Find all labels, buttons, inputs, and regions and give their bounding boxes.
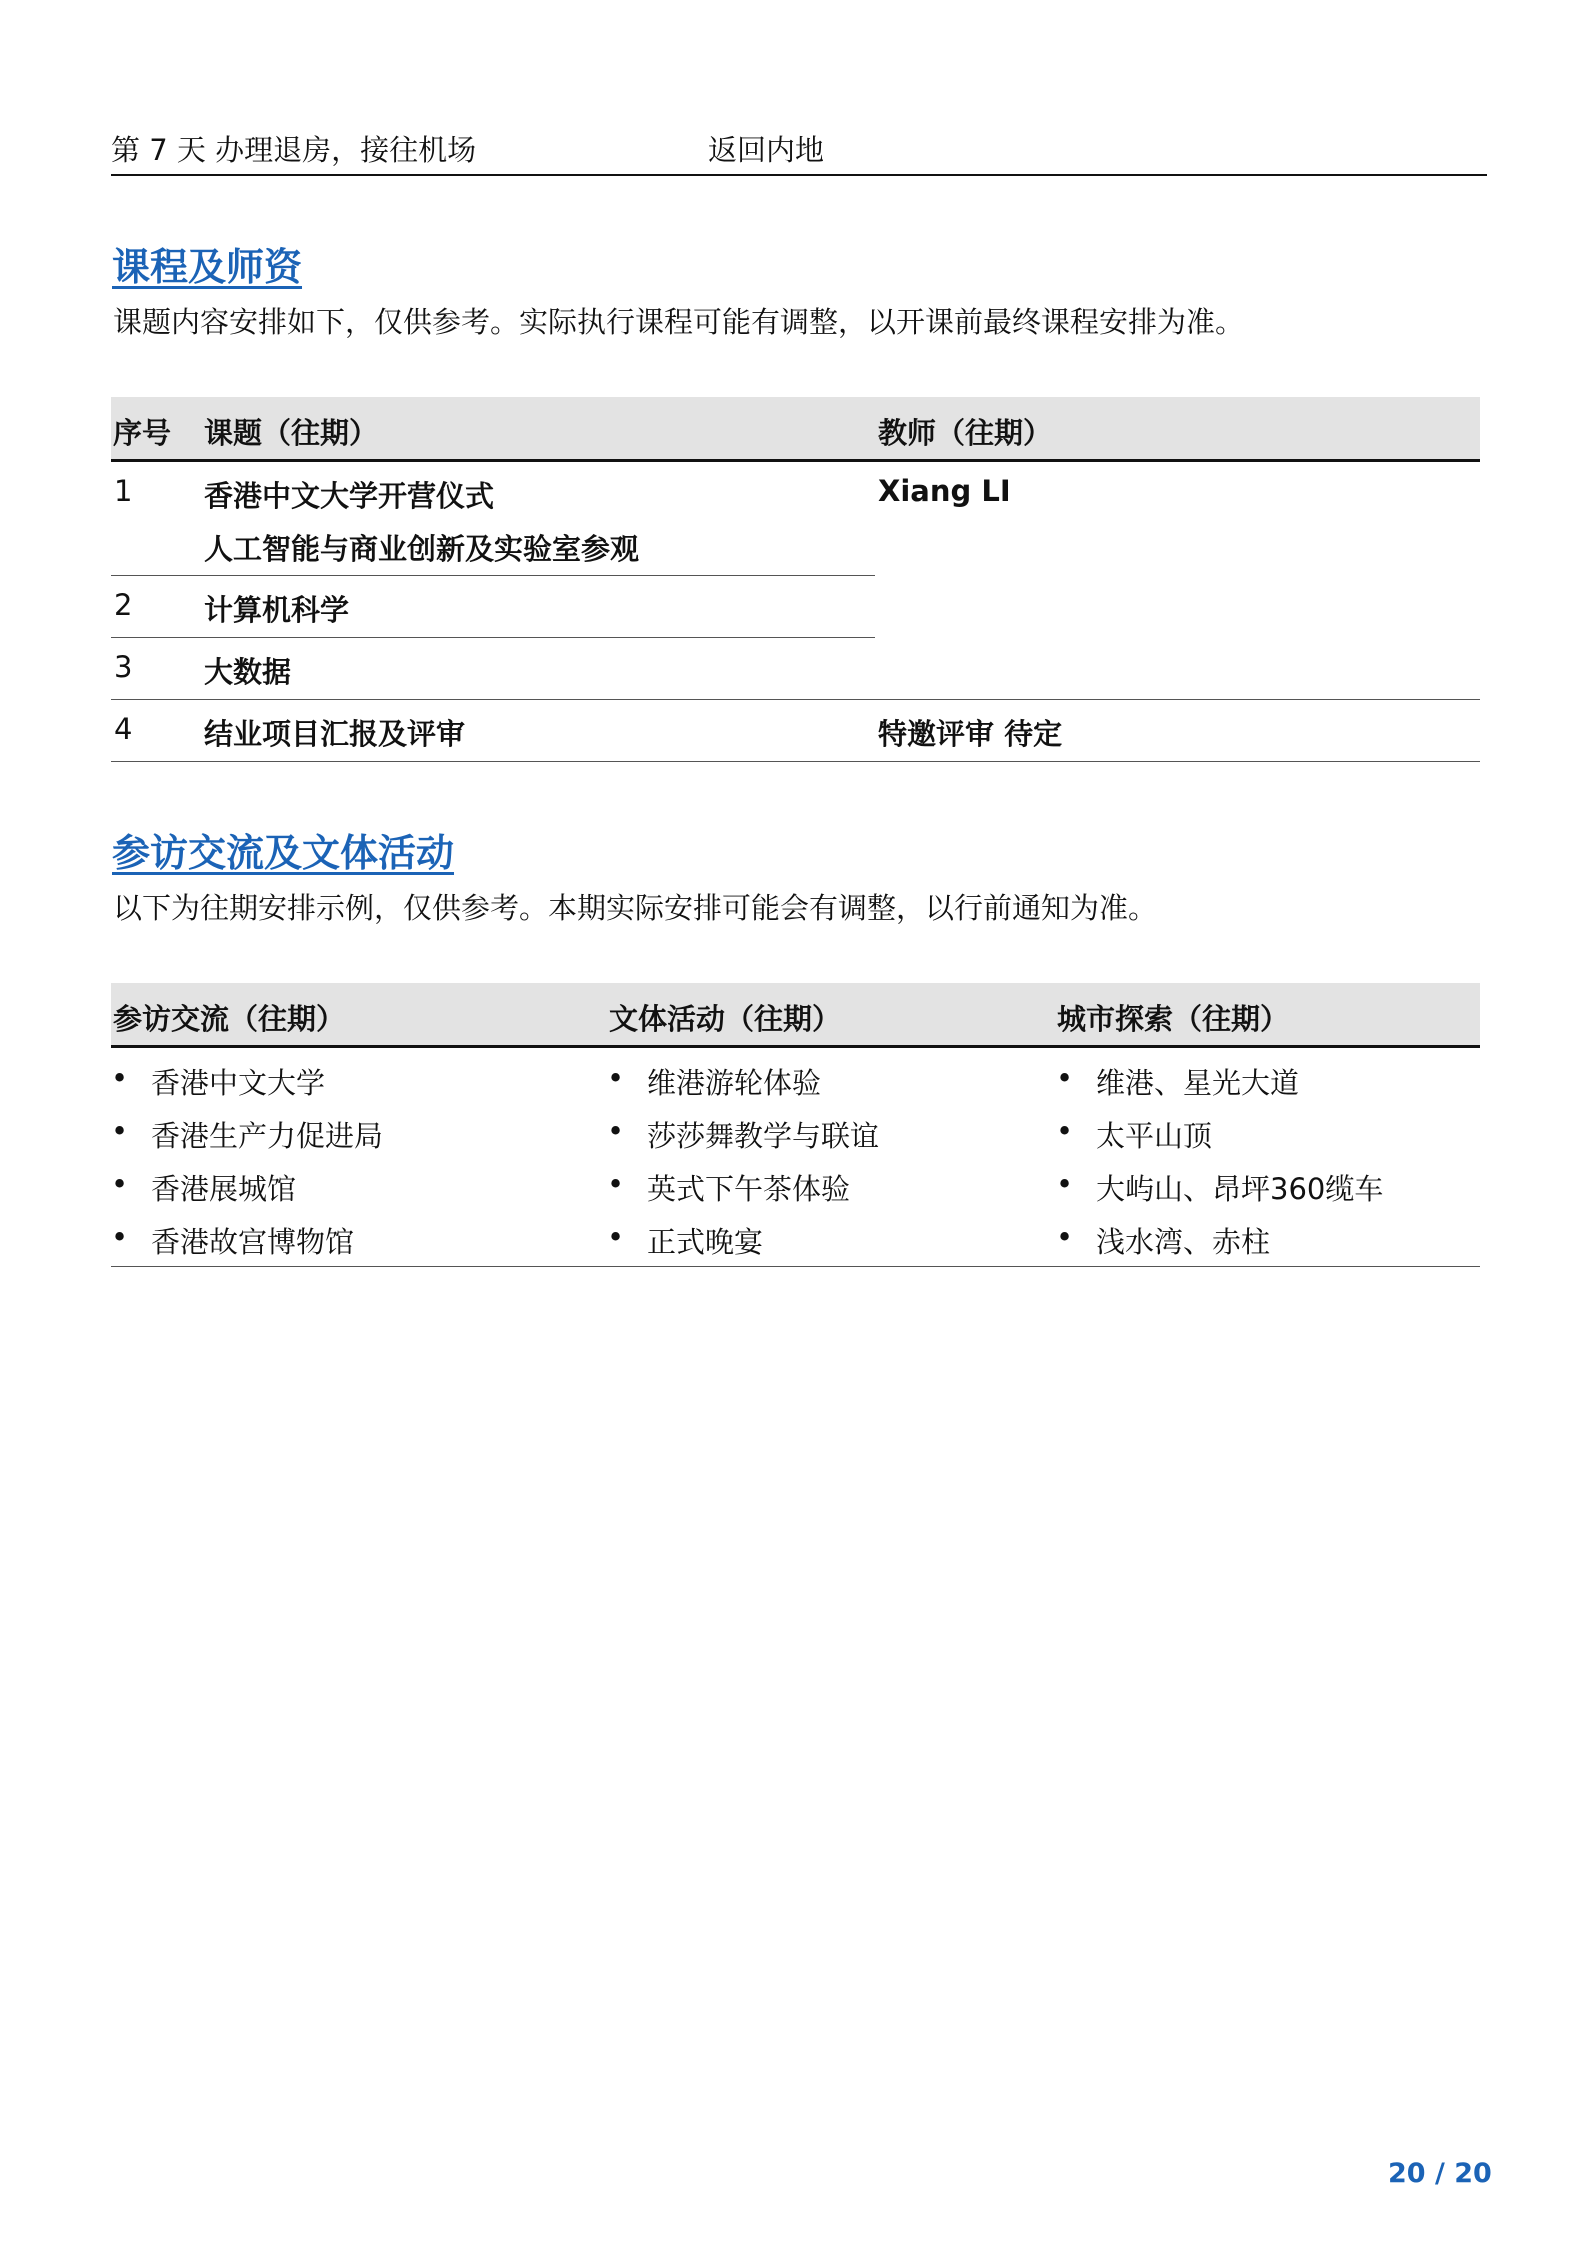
city-item: 维港、星光大道: [1096, 1066, 1300, 1100]
bullet-icon: •: [111, 1114, 129, 1148]
bullet-icon: •: [607, 1061, 625, 1095]
list-item: [607, 1061, 879, 1114]
list-item: [111, 1114, 383, 1167]
list-item: [1056, 1061, 1383, 1114]
row-1-topic-line2: 人工智能与商业创新及实验室参观: [204, 532, 640, 566]
courses-section-description: 课题内容安排如下，仅供参考。实际执行课程可能有调整，以开课前最终课程安排为准。: [113, 305, 1245, 339]
culture-item: 维港游轮体验: [647, 1066, 822, 1100]
bullet-icon: •: [1056, 1114, 1074, 1148]
visit-item: 香港展城馆: [151, 1172, 297, 1206]
header-topic: 课题（往期）: [204, 416, 379, 450]
header-index: 序号: [113, 416, 172, 450]
itinerary-day-row: [111, 122, 1487, 176]
culture-list: [607, 1061, 879, 1273]
list-item: [1056, 1114, 1383, 1167]
row-divider: [111, 699, 1480, 700]
visit-item: 香港生产力促进局: [151, 1119, 384, 1153]
visits-list: [111, 1061, 383, 1273]
page-number: 20 / 20: [1388, 2158, 1492, 2189]
activities-section-title: 参访交流及文体活动: [112, 831, 455, 875]
culture-item: 英式下午茶体验: [647, 1172, 851, 1206]
city-item: 浅水湾、赤柱: [1096, 1225, 1271, 1259]
header-visits: 参访交流（往期）: [113, 1002, 346, 1036]
city-list: [1056, 1061, 1383, 1273]
row-3-index: 3: [114, 650, 133, 684]
day-destination: 返回内地: [708, 133, 825, 167]
table-bottom-border: [111, 1266, 1480, 1267]
city-item: 大屿山、昂坪360缆车: [1096, 1172, 1384, 1206]
culture-item: 正式晚宴: [647, 1225, 764, 1259]
row-2-index: 2: [114, 588, 133, 622]
culture-item: 莎莎舞教学与联谊: [647, 1119, 880, 1153]
row-divider: [111, 637, 875, 638]
bullet-icon: •: [607, 1114, 625, 1148]
table-bottom-border: [111, 761, 1480, 762]
activities-table-header: [111, 983, 1480, 1048]
bullet-icon: •: [607, 1220, 625, 1254]
row-4-teacher: 特邀评审 待定: [878, 717, 1063, 751]
row-2-topic: 计算机科学: [204, 593, 350, 627]
visit-item: 香港故宫博物馆: [151, 1225, 355, 1259]
visit-item: 香港中文大学: [151, 1066, 326, 1100]
bullet-icon: •: [111, 1167, 129, 1201]
bullet-icon: •: [111, 1061, 129, 1095]
row-4-topic: 结业项目汇报及评审: [204, 717, 466, 751]
list-item: [1056, 1167, 1383, 1220]
course-table-header: [111, 397, 1480, 462]
list-item: [111, 1061, 383, 1114]
list-item: [607, 1167, 879, 1220]
bullet-icon: •: [1056, 1220, 1074, 1254]
list-item: [111, 1167, 383, 1220]
bullet-icon: •: [1056, 1167, 1074, 1201]
courses-section-title: 课程及师资: [112, 245, 303, 289]
bullet-icon: •: [607, 1167, 625, 1201]
city-item: 太平山顶: [1096, 1119, 1213, 1153]
day-label: 第 7 天 办理退房，接往机场: [111, 133, 477, 167]
row-1-index: 1: [114, 474, 133, 508]
header-teacher: 教师（往期）: [878, 416, 1053, 450]
activities-section-description: 以下为往期安排示例，仅供参考。本期实际安排可能会有调整，以行前通知为准。: [113, 891, 1158, 925]
bullet-icon: •: [111, 1220, 129, 1254]
row-4-index: 4: [114, 712, 133, 746]
row-divider: [111, 575, 875, 576]
row-3-topic: 大数据: [204, 655, 292, 689]
header-city: 城市探索（往期）: [1057, 1002, 1290, 1036]
bullet-icon: •: [1056, 1061, 1074, 1095]
header-culture: 文体活动（往期）: [609, 1002, 842, 1036]
row-1-teacher: Xiang LI: [878, 474, 1011, 508]
row-1-topic-line1: 香港中文大学开营仪式: [204, 479, 495, 513]
list-item: [607, 1114, 879, 1167]
